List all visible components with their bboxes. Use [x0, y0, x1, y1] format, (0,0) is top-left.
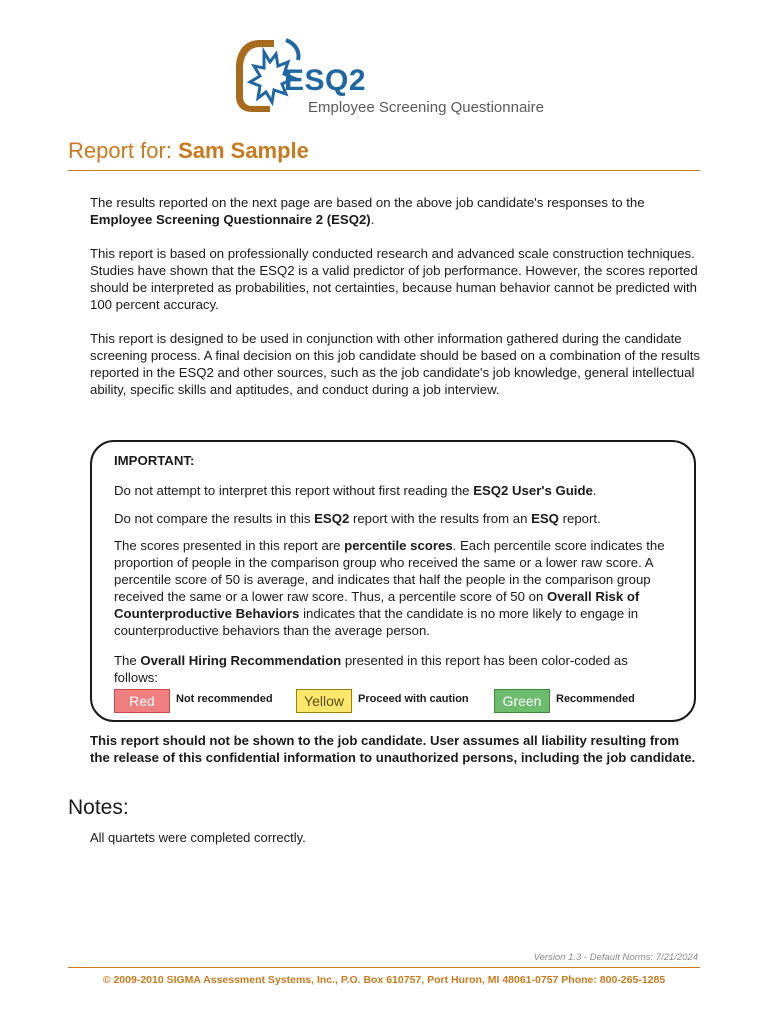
notes-heading: Notes: [68, 796, 129, 819]
il3-d: Overall Risk of Counterproductive Behaviors [114, 589, 640, 621]
notes-text: All quartets were completed correctly. [90, 830, 306, 845]
intro-p1-bold: Employee Screening Questionnaire 2 (ESQ2) [90, 212, 371, 227]
important-heading: IMPORTANT: [114, 453, 195, 468]
candidate-name: Sam Sample [178, 138, 309, 163]
important-line-1 [114, 482, 674, 499]
il3-c: . Each percentile score indicates the proportion of people in the comparison group who received the same or a lower raw score. A percentile score of 50 is average, and indicates that half the people in the comparison group received the same or a lower raw score. Thus, a percentile score of 50 on [114, 538, 665, 604]
intro-paragraph-2: This report is based on professionally conducted research and advanced scale construction techniques. Studies have shown that the ESQ2 is a valid predictor of job performance. However, the scores reported should be interpreted as probabilities, not certainties, because human behavior cannot be predicted with 100 percent accuracy. [90, 246, 698, 312]
logo-subtitle: Employee Screening Questionnaire [308, 99, 544, 116]
report-for-label: Report for: [68, 138, 172, 163]
legend-swatch-red: Red [114, 689, 170, 713]
intro-p1-text: The results reported on the next page are based on the above job candidate's responses to the [90, 195, 645, 210]
intro-p1-end: . [370, 212, 375, 227]
important-box [90, 440, 696, 722]
il3-a: The scores presented in this report are [114, 538, 345, 553]
footer-copyright: © 2009-2010 SIGMA Assessment Systems, Inc., P.O. Box 610757, Port Huron, MI 48061-0757 Phone: 800-265-1285 [102, 974, 666, 986]
important-line-4 [114, 652, 674, 686]
important-line-3 [114, 537, 674, 639]
esq2-logo [230, 36, 550, 120]
intro-paragraph-3: This report is designed to be used in conjunction with other information gathered during the candidate screening process. A final decision on this job candidate should be based on a combination of the results reported in the ESQ2 and other sources, such as the job candidate's job knowledge, general intellectual ability, specific skills and aptitudes, and conduct during a job interview. [90, 331, 700, 397]
version-info: Version 1.3 - Default Norms: 7/21/2024 [533, 952, 698, 963]
legend-swatch-green: Green [494, 689, 550, 713]
il4-b: Overall Hiring Recommendation [140, 653, 342, 668]
il3-e: indicates that the candidate is no more likely to engage in counterproductive behaviors than the average person. [114, 606, 639, 638]
color-legend [114, 689, 674, 715]
intro-paragraph-1 [90, 194, 700, 228]
il1-b: ESQ2 User's Guide [473, 483, 593, 498]
report-title [68, 138, 309, 164]
legend-text-yellow: Proceed with caution [358, 693, 469, 705]
logo-wordmark: ESQ2 [284, 64, 367, 97]
il2-b: ESQ2 [314, 511, 350, 526]
legend-swatch-yellow: Yellow [296, 689, 352, 713]
title-divider [68, 170, 700, 171]
il2-d: ESQ [531, 511, 559, 526]
il4-a: The [114, 653, 141, 668]
important-line-2 [114, 510, 674, 527]
il1-c: . [592, 483, 597, 498]
il2-a: Do not compare the results in this [114, 511, 315, 526]
legend-text-red: Not recommended [176, 693, 273, 705]
il2-c: report with the results from an [349, 511, 532, 526]
il3-b: percentile scores [344, 538, 453, 553]
il1-a: Do not attempt to interpret this report without first reading the [114, 483, 474, 498]
legend-text-green: Recommended [556, 693, 635, 705]
il2-e: report. [558, 511, 601, 526]
confidentiality-warning: This report should not be shown to the job candidate. User assumes all liability resulting from the release of this confidential information to unauthorized persons, including the job candidate. [90, 733, 696, 765]
footer-divider [68, 967, 700, 968]
il4-c: presented in this report has been color-coded as follows: [114, 653, 628, 685]
